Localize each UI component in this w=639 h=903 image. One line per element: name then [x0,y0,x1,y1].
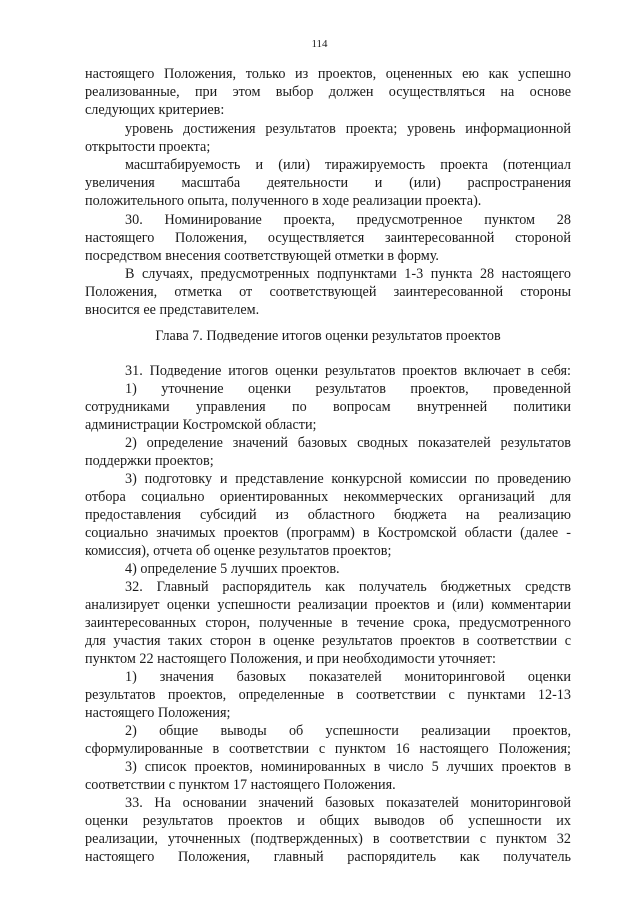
text-line: реализации, уточненных (подтвержденных) в соответствии с пунктом 32 [85,831,571,847]
text-line: положительного опыта, полученного в ходе реализации проекта). [85,193,482,209]
text-line: 1) уточнение оценки результатов проектов, проведенной [125,381,571,397]
text-line: результатов проектов, определенные в соответствии с пунктами 12-13 [85,687,571,703]
text-line: реализованные, при этом выбор должен осуществляться на основе [85,84,571,100]
text-line: администрации Костромской области; [85,417,317,433]
text-line: 3) подготовку и представление конкурсной комиссии по проведению [125,471,571,487]
text-line: сотрудниками управления по вопросам внутренней политики [85,399,571,415]
text-line: настоящего Положения; [85,705,231,721]
text-line: анализирует оценки успешности реализации проектов и (или) комментарии [85,597,571,613]
text-line: уровень достижения результатов проекта; уровень информационной [125,121,571,137]
text-line: Положения, отметка от соответствующей заинтересованной стороны [85,284,571,300]
text-line: оценки результатов проектов и общих выводов об успешности их [85,813,571,829]
text-line: вносится ее представителем. [85,302,260,318]
text-line: 30. Номинирование проекта, предусмотренное пунктом 28 [125,212,571,228]
text-line: пунктом 22 настоящего Положения, и при необходимости уточняет: [85,651,496,667]
text-line: 2) определение значений базовых сводных показателей результатов [125,435,571,451]
text-line: комиссия), отчета об оценке результатов проектов; [85,543,392,559]
chapter-heading: Глава 7. Подведение итогов оценки результатов проектов [155,328,501,344]
text-line: настоящего Положения, осуществляется заинтересованной стороной [85,230,571,246]
text-line: следующих критериев: [85,102,225,118]
text-line: соответствии с пунктом 17 настоящего Положения. [85,777,396,793]
text-line: настоящего Положения, только из проектов, оцененных ею как успешно [85,66,571,82]
text-line: масштабируемость и (или) тиражируемость проекта (потенциал [125,157,571,173]
text-line: посредством внесения соответствующей отметки в форму. [85,248,439,264]
text-line: сформулированные в соответствии с пунктом 16 настоящего Положения; [85,741,571,757]
text-line: 4) определение 5 лучших проектов. [125,561,340,577]
text-line: увеличения масштаба деятельности и (или) распространения [85,175,571,191]
page-number: 114 [311,38,328,50]
text-line: настоящего Положения, главный распорядитель как получатель [85,849,571,865]
text-line: заинтересованных сторон, полученные в течение срока, предусмотренного [85,615,571,631]
text-line: 3) список проектов, номинированных в число 5 лучших проектов в [125,759,571,775]
text-line: открытости проекта; [85,139,211,155]
text-line: отбора социально ориентированных некоммерческих организаций для [85,489,571,505]
text-line: 2) общие выводы об успешности реализации проектов, [125,723,571,739]
text-line: 1) значения базовых показателей мониторинговой оценки [125,669,571,685]
text-line: для участия таких сторон в оценке результатов проектов в соответствии с [85,633,571,649]
text-line: 32. Главный распорядитель как получатель бюджетных средств [125,579,571,595]
text-line: поддержки проектов; [85,453,214,469]
text-line: социально значимых проектов (программ) в Костромской области (далее - [85,525,571,541]
text-line: В случаях, предусмотренных подпунктами 1-3 пункта 28 настоящего [125,266,571,282]
text-line: предоставления субсидий из областного бюджета на реализацию [85,507,571,523]
text-line: 33. На основании значений базовых показателей мониторинговой [125,795,571,811]
text-line: 31. Подведение итогов оценки результатов проектов включает в себя: [125,363,571,379]
